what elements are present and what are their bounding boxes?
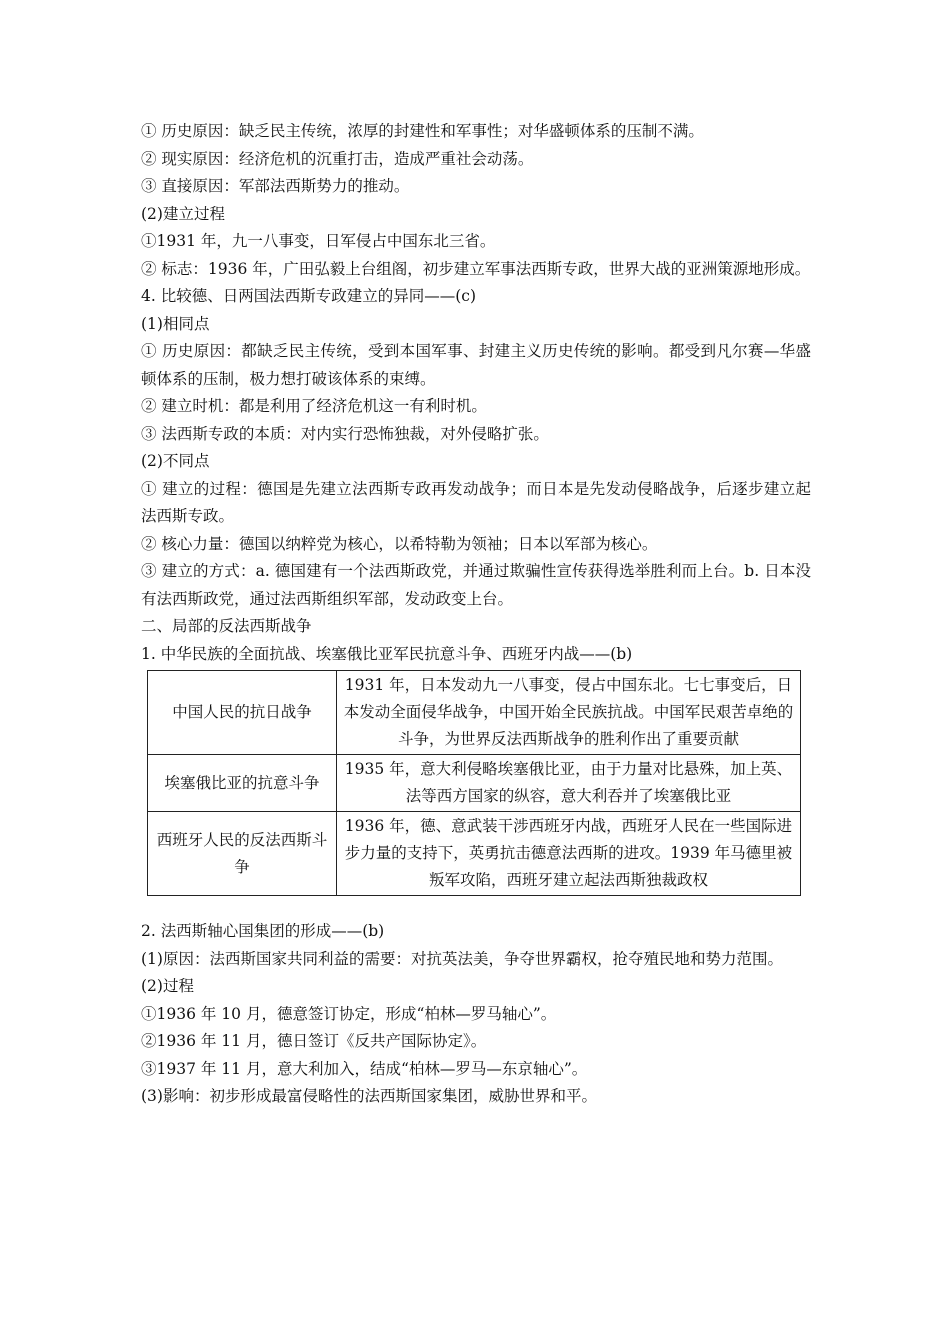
reality-reason-line: ② 现实原因：经济危机的沉重打击，造成严重社会动荡。: [141, 149, 534, 168]
diff-process-paragraph: ① 建立的过程：德国是先建立法西斯专政再发动战争；而日本是先发动侵略战争，后逐步建立起法西斯专政。: [141, 479, 811, 525]
differences-heading: (2)不同点: [141, 452, 210, 470]
section2-title: 二、局部的反法西斯战争: [141, 617, 312, 635]
timing-line: ② 建立时机：都是利用了经济危机这一有利时机。: [141, 397, 487, 415]
diff-core-line: ② 核心力量：德国以纳粹党为核心，以希特勒为领袖；日本以军部为核心。: [141, 534, 658, 553]
same-history-paragraph: ① 历史原因：都缺乏民主传统，受到本国军事、封建主义历史传统的影响。都受到凡尔赛—华盛顿体系的压制，极力想打破该体系的束缚。: [141, 342, 811, 388]
axis-step-3: ③1937 年 11 月，意大利加入，结成“柏林—罗马—东京轴心”。: [141, 1059, 588, 1078]
axis-impact-line: (3)影响：初步形成最富侵略性的法西斯国家集团，威胁世界和平。: [141, 1087, 597, 1105]
table-cell-desc: 1931 年，日本发动九一八事变，侵占中国东北。七七事变后，日本发动全面侵华战争，中国开始全民族抗战。中国军民艰苦卓绝的斗争，为世界反法西斯战争的胜利作出了重要贡献: [337, 671, 801, 755]
table-cell-name: 西班牙人民的反法西斯斗争: [148, 812, 337, 896]
diff-way-paragraph: ③ 建立的方式：a. 德国建有一个法西斯政党，并通过欺骗性宣传获得选举胜利而上台。b. 日本没有法西斯政党，通过法西斯组织军部，发动政变上台。: [141, 562, 811, 608]
table-row: [148, 812, 801, 896]
essence-line: ③ 法西斯专政的本质：对内实行恐怖独裁，对外侵略扩张。: [141, 424, 549, 443]
table-row: [148, 671, 801, 755]
sign-paragraph: ② 标志：1936 年，广田弘毅上台组阁，初步建立军事法西斯专政，世界大战的亚洲策源地形成。: [141, 259, 811, 278]
direct-reason-line: ③ 直接原因：军部法西斯势力的推动。: [141, 177, 410, 195]
table-cell-name: 埃塞俄比亚的抗意斗争: [148, 755, 337, 812]
document-page: [141, 118, 811, 1111]
table-cell-desc: 1936 年，德、意武装干涉西班牙内战，西班牙人民在一些国际进步力量的支持下，英勇抗击德意法西斯的进攻。1939 年马德里被叛军攻陷，西班牙建立起法西斯独裁政权: [337, 812, 801, 896]
resistance-table: [147, 670, 801, 896]
section2-item1: 1. 中华民族的全面抗战、埃塞俄比亚军民抗意斗争、西班牙内战——(b): [141, 644, 633, 663]
similarities-heading: (1)相同点: [141, 314, 210, 333]
axis-step-1: ①1936 年 10 月，德意签订协定，形成“柏林—罗马轴心”。: [141, 1004, 557, 1023]
establish-process-heading: (2)建立过程: [141, 204, 225, 223]
axis-heading: 2. 法西斯轴心国集团的形成——(b): [141, 922, 385, 940]
axis-reason-paragraph: (1)原因：法西斯国家共同利益的需要：对抗英法美，争夺世界霸权，抢夺殖民地和势力范围。: [141, 949, 783, 968]
compare-heading: 4. 比较德、日两国法西斯专政建立的异同——(c): [141, 287, 476, 305]
axis-step-2: ②1936 年 11 月，德日签订《反共产国际协定》。: [141, 1032, 487, 1050]
axis-process-heading: (2)过程: [141, 977, 194, 995]
event-1931-line: ①1931 年，九一八事变，日军侵占中国东北三省。: [141, 232, 496, 250]
table-cell-name: 中国人民的抗日战争: [148, 671, 337, 755]
axis-section: [141, 918, 811, 1111]
table-cell-desc: 1935 年，意大利侵略埃塞俄比亚，由于力量对比悬殊，加上英、法等西方国家的纵容，意大利吞并了埃塞俄比亚: [337, 755, 801, 812]
history-reason-line: ① 历史原因：缺乏民主传统，浓厚的封建性和军事性；对华盛顿体系的压制不满。: [141, 122, 704, 140]
table-row: [148, 755, 801, 812]
